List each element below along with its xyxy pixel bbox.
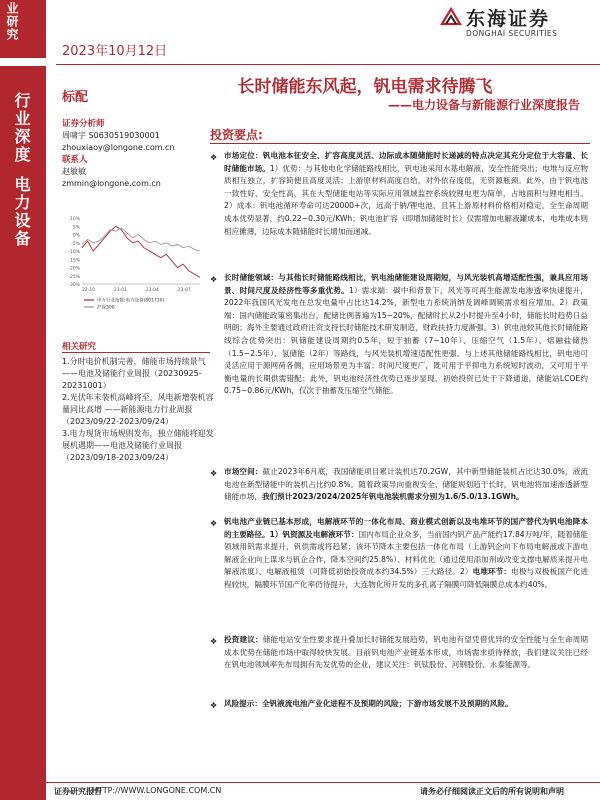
bullet-icon: ❖ (210, 469, 218, 478)
footer-url-text[interactable]: HTTP://WWW.LONGONE.COM.CN (92, 786, 222, 795)
y-tick-label: -10% (68, 250, 80, 255)
bullet-icon: ❖ (210, 153, 218, 162)
kp2-text: 1）需求端：碳中和背景下，风光等可再生能源发电渗透率快速提升，2022年我国风光发电在总发电量中占比达14.2%，新型电力系统消纳及调峰调频需求相应增加。2）政策端：国内储能政策密集出台，配储比例普遍为15~20%，配储时长从2小时提升至4小时，储能长时趋势日益明朗；海外主要通过政府注资支持长时储能技术研发制造，财政扶持力度渐强。3）钒电池较其他长时储能路线综合优势突出：钒储能建设周期约0.5年，短于抽蓄（7~10年）、压缩空气（1.5年）、熔融盐储热（1.5~2.5年）、氢储能（2年）等路线，与风光装机增速适配性更强。与上述其他储能路线相比，钒电池可灵活应用于源网荷各侧，应用场景更为丰富；时间尺度更广，既可用于平抑电力系统短时波动，又可用于平衡电量的长期供需错配；此外，钒电池经济性优势已逐步显现，初始投资已处于下降通道，储能站LCOE约0.75~0.86元/KWh，仅次于抽蓄及压缩空气储能。 (224, 285, 589, 396)
brand-logo (440, 4, 590, 44)
x-tick-label: 23-07 (177, 288, 191, 293)
key-points-divider (210, 143, 590, 144)
y-tick-label: 5% (72, 225, 80, 231)
kp3-bold: 市场空间： (224, 467, 263, 476)
index-performance-chart (60, 212, 208, 324)
key-point-industry-chain (210, 516, 588, 592)
y-tick-label: 0% (72, 233, 80, 239)
x-tick-label: 22-10 (82, 288, 96, 293)
contact-name: 赵敏敏 (62, 167, 86, 176)
footer-left: 证券研究报告 (54, 787, 102, 796)
kp4-bold2: 电堆环节： (472, 567, 512, 577)
corner-tab (0, 0, 46, 58)
kp2-bold: 长时储能领域：与其他长时储能路线相比，钒电池储能建设周期短，与风光装机高增适配性强，兼具应用场景、时间尺度及经济性等多重优势。 (224, 273, 588, 295)
key-points-heading: 投资要点: (210, 128, 263, 142)
x-tick-label: 23-01 (113, 288, 127, 293)
x-tick-label: 23-04 (145, 288, 159, 293)
footer-divider (46, 782, 600, 783)
series-line (82, 226, 200, 277)
kp1-bold: 市场定位：钒电池本征安全、扩容高度灵活、边际成本随储能时长递减的特点决定其充分定位于大容量、长时储能市场。 (224, 151, 588, 173)
related-research-title: 相关研究 (62, 342, 97, 352)
bullet-icon: ❖ (210, 637, 218, 646)
series-line (82, 228, 200, 251)
footer-url[interactable] (78, 786, 378, 795)
report-subtitle: ——电力设备与新能源行业深度报告 (387, 98, 580, 112)
logo-cn: 东海证券 (466, 8, 551, 30)
analyst-label: 证券分析师 (62, 119, 105, 129)
related-research-list (62, 356, 214, 464)
kp6-bold: 风险提示： (224, 699, 262, 708)
key-point-market-space (210, 466, 588, 504)
y-tick-label: -20% (68, 266, 80, 272)
analyst-email[interactable]: zhouxiaoy@longone.com.cn (62, 143, 175, 152)
kp4-text: 国内布局企业众多，当前国内钒产品产能约17.84万吨/年，随着储能领域用钒需求提升，钒供需或将趋紧；该环节降本主要包括一体化布局（上游钒企向下布局电解液或下游电解液企业向上谋求与钒企合作，降本空间约25.8%）、材料优化（通过使用添加剂或改变支撑电解质来提升电解液浓度）、电解液租赁（可降低初始投资成本约34.5%）三大路径。2） (224, 529, 588, 577)
y-tick-label: 10% (69, 217, 80, 222)
contact-label: 联系人 (62, 155, 88, 165)
report-date: 2023年10月12日 (62, 44, 168, 59)
key-point-market-position (210, 150, 588, 238)
rating: 标配 (62, 90, 89, 105)
logo-en: DONGHAI SECURITIES (466, 29, 558, 38)
kp1-text: 1）优势：与其他电化学储能路线相比，钒电池采用水基电解液，安全性能突出；电堆与反应物质相互独立，扩容简便且高度灵活；上游原材料高度自给，对外依存度低，无资源瓶颈。此外，由于钒电池一致性好、安全性高，其在大型储能电站等实际应用领域监控系统较锂电更为简单，占地面积与锂电相当。2）成本：钒电池循环寿命可达20000+次，远高于钠/锂电池，且其上游原材料价格相对稳定，全生命周期成本优势显著，约0.22~0.30元/KWh；钒电池扩容（即增加储能时长）仅需增加电解液罐成本，电堆成本则相应摊薄，边际成本随储能时长增加而递减。 (224, 163, 589, 236)
side-bar (0, 66, 46, 800)
side-label-type: 行业深度 (12, 92, 31, 164)
y-tick-label: -30% (68, 283, 80, 288)
report-title: 长时储能东风起，钒电需求待腾飞 (237, 77, 493, 97)
related-item[interactable]: 3.电力现货市场规则发布，独立储能将迎发展机遇期——电池及储能行业周报（2023/09/18-2023/09/24） (62, 429, 214, 462)
kp4-bold: 钒电池产业链已基本形成，电解液环节的一体化布局、商业模式创新以及电堆环节的国产替代为钒电池降本的主要路径。1）钒资源及电解液环节： (224, 517, 588, 539)
header-divider (56, 64, 600, 65)
related-divider (62, 352, 210, 353)
analyst-name: 周啸宇 S0630519030001 (62, 131, 160, 140)
kp3-text: 截止2023年6月底，我国储能项目累计装机达70.2GW，其中新型储能装机占比达30.0%，液流电池在新型储能中的装机占比约0.8%。随着政策导向重视安全、储能规划趋于长时，钒电池将加速渗透新型储能市场， (224, 467, 589, 502)
y-tick-label: -15% (68, 258, 80, 264)
legend-label: 沪深300 (97, 305, 115, 311)
analyst-info (62, 118, 212, 190)
related-item[interactable]: 1.分时电价机制完善，储能市场持续景气——电池及储能行业周报（20230925-20231001） (62, 357, 206, 390)
corner-tab-label: 业研究 (5, 2, 19, 41)
bullet-icon: ❖ (210, 275, 218, 284)
contact-email[interactable]: zmmin@longone.com.cn (62, 179, 161, 188)
footer-disclaimer: 请务必仔细阅读正文后的所有说明和声明 (420, 787, 564, 796)
y-tick-label: -5% (71, 241, 80, 247)
logo-mark-icon (440, 6, 462, 28)
bullet-icon: ❖ (210, 701, 218, 710)
y-tick-label: -25% (68, 274, 80, 280)
key-point-investment-advice (210, 634, 588, 672)
side-label-industry: 电力设备 (12, 176, 31, 248)
key-point-risk (210, 698, 588, 711)
kp5-text: 储能电站安全性要求提升叠加长时储能发展趋势，钒电池有望凭借优异的安全性能与全生命周期成本优势在储能市场中取得较快发展。目前钒电池产业链基本形成，市场需求亟待释放，我们建议关注已经在钒电池领域率先布局拥有先发优势的企业，建议关注：钒钛股份、河钢股份、永泰能源等。 (224, 635, 589, 670)
kp4-text2: 电极与双极板国产化进程较快，隔膜环节国产化率仍待提升，大连物化所开发的多孔离子隔膜可降低隔膜总成本约40%。 (224, 567, 589, 589)
key-point-long-duration (210, 272, 588, 398)
kp6-text: 全钒液流电池产业化进程不及预期的风险；下游市场发展不及预期的风险。 (261, 699, 513, 708)
kp5-bold: 投资建议： (224, 635, 263, 644)
legend-label: 申万行业指数:电力设备(801730) (97, 298, 165, 304)
bullet-icon: ❖ (210, 519, 218, 528)
kp3-bold2: 我们预计2023/2024/2025年钒电池装机需求分别为1.6/5.0/13.1GWh。 (261, 492, 524, 502)
related-item[interactable]: 2.光伏年末装机高峰将至，风电新增装机容量同比高增 ——新能源电力行业周报（2023/09/22-2023/09/24） (62, 393, 214, 426)
